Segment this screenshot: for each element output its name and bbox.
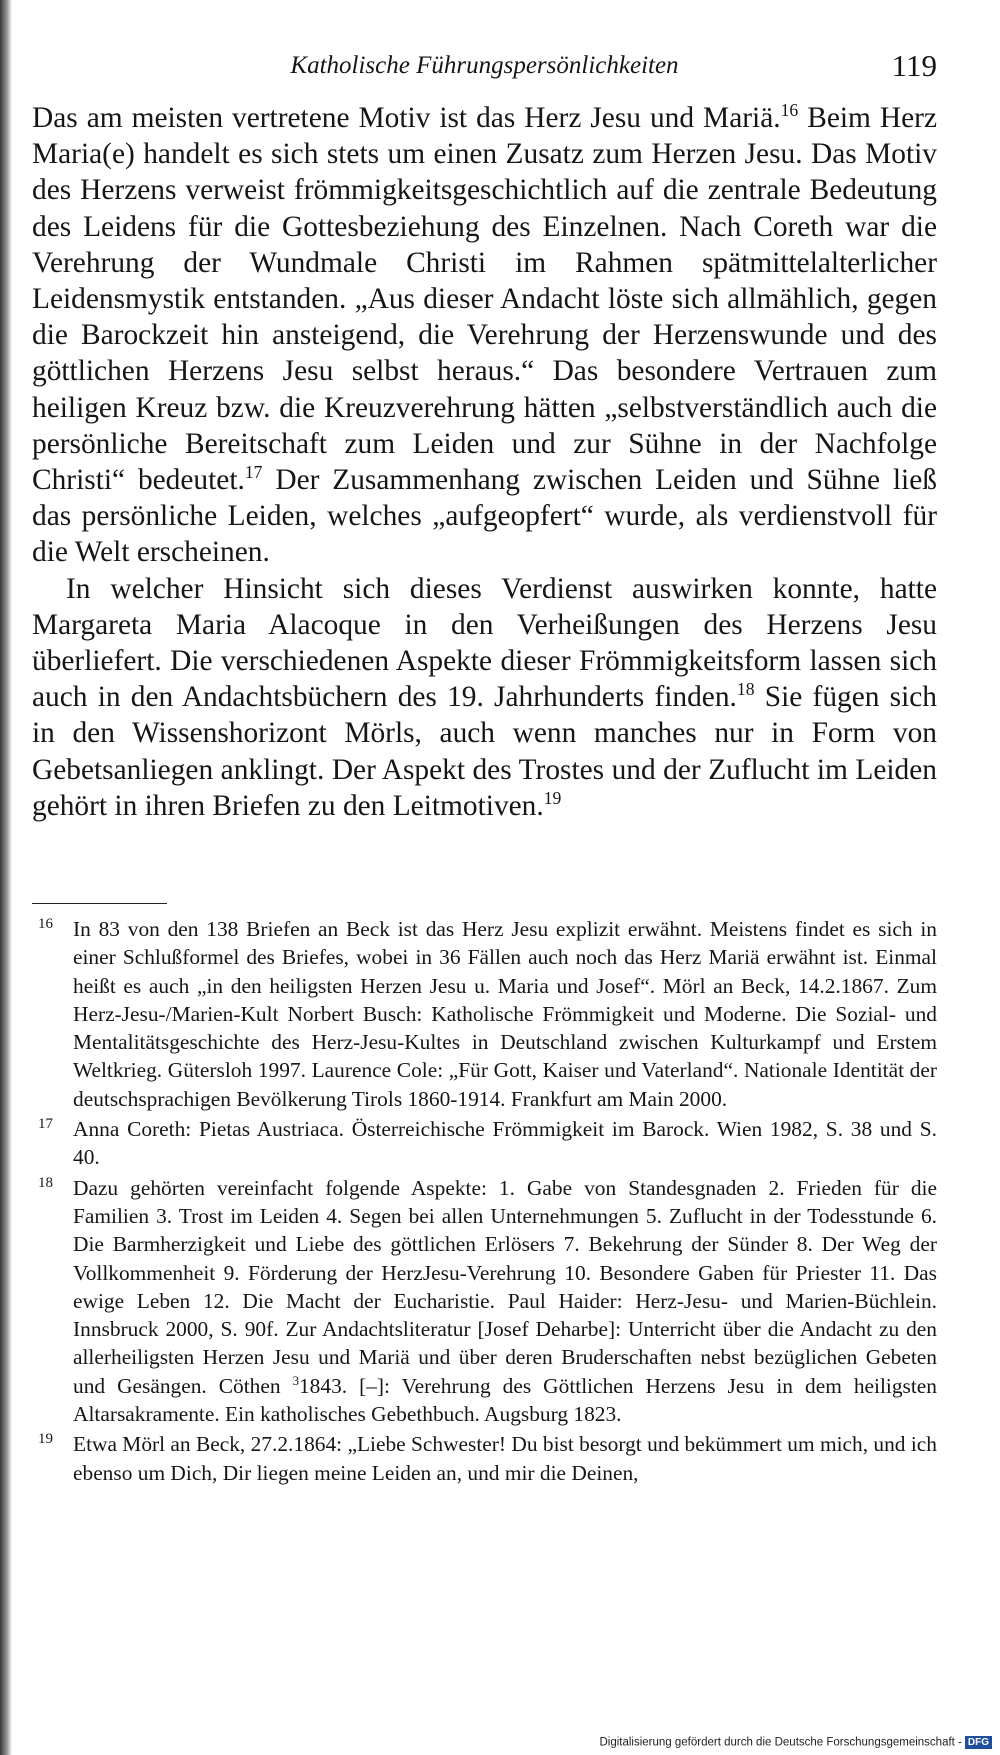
- footnote-text: Anna Coreth: Pietas Austriaca. Österreichische Frömmigkeit im Barock. Wien 1982, S. 38 und S. 40.: [73, 1117, 937, 1170]
- footnote-text: [73, 1174, 937, 1429]
- page-number: 119: [891, 48, 937, 83]
- paragraph-1: [32, 100, 937, 571]
- footnote-number: 19: [38, 1431, 53, 1448]
- main-text: [32, 100, 937, 824]
- footnote-16: [32, 915, 937, 1113]
- paragraph-2: [32, 571, 937, 824]
- footnote-19: [32, 1430, 937, 1487]
- footnote-number: 16: [38, 916, 53, 932]
- footnote-ref-19: 19: [543, 788, 562, 809]
- footnote-text: In 83 von den 138 Briefen an Beck ist das Herz Jesu explizit erwähnt. Meistens findet es sich in einer Schlußformel des Briefes, wobei in 36 Fällen auch noch das Herz Mariä erwähnt ist. Einmal heißt es auch „in den heiligsten Herzen Jesu u. Maria und Josef“. Mörl an Beck, 14.2.1867. Zum Herz-Jesu-/Marien-Kult Norbert Busch: Katholische Frömmigkeit und Moderne. Die Sozial- und Mentalitätsgeschichte des Herz-Jesu-Kultes in Deutschland zwischen Kulturkampf und Erstem Weltkrieg. Gütersloh 1997. Laurence Cole: „Für Gott, Kaiser und Vaterland“. Nationale Identität der deutschsprachigen Bevölkerung Tirols 1860-1914. Frankfurt am Main 2000.: [73, 917, 937, 1111]
- footnote-text: Etwa Mörl an Beck, 27.2.1864: „Liebe Schwester! Du bist besorgt und bekümmert um mich, und ich ebenso um Dich, Dir liegen meine Leiden an, und mir die Deinen,: [73, 1432, 937, 1485]
- running-title: Katholische Führungspersönlichkeiten: [290, 52, 679, 79]
- digitization-credit: [599, 1736, 992, 1749]
- footnote-ref-17: 17: [244, 462, 263, 483]
- edition-superscript: 3: [292, 1373, 299, 1388]
- footnote-separator: [32, 903, 167, 904]
- footnote-ref-16: 16: [780, 100, 799, 121]
- credit-text: Digitalisierung gefördert durch die Deutsche Forschungsgemeinschaft -: [599, 1736, 962, 1749]
- footnote-18: [32, 1174, 937, 1429]
- footnotes: [32, 915, 937, 1489]
- footnote-number: 17: [38, 1116, 53, 1133]
- footnote-text-b: 1843. [–]: Verehrung des Göttlichen Herzens Jesu in dem heiligsten Altarsakramente. Ein katholisches Gebethbuch. Augsburg 1823.: [73, 1373, 937, 1427]
- footnote-17: [32, 1115, 937, 1172]
- footnote-text-a: Dazu gehörten vereinfacht folgende Aspekte: 1. Gabe von Standesgnaden 2. Frieden für die Familien 3. Trost im Leiden 4. Segen bei allen Unternehmungen 5. Zuflucht in der Todesstunde 6. Die Barmherzigkeit und Liebe des göttlichen Erlösers 7. Bekehrung der Sünder 8. Der Weg der Vollkommenheit 9. Förderung der HerzJesu-Verehrung 10. Besondere Gaben für Priester 11. Das ewige Leben 12. Die Macht der Eucharistie. Paul Haider: Herz-Jesu- und Marien-Büchlein. Innsbruck 2000, S. 90f. Zur Andachtsliteratur [Josef Deharbe]: Unterricht über die Andacht zu den allerheiligsten Herzen Jesu und Mariä und über deren Bruderschaften nebst bezüglichen Gebeten und Gesängen. Cöthen: [73, 1175, 937, 1398]
- paragraph-2-text-a: In welcher Hinsicht sich dieses Verdienst auswirken konnte, hatte Margareta Maria Alacoque in den Verheißungen des Herzens Jesu überliefert. Die verschiedenen Aspekte dieser Frömmigkeitsform lassen sich auch in den Andachtsbüchern des 19. Jahrhunderts finden.: [32, 572, 937, 714]
- footnote-ref-18: 18: [736, 679, 755, 700]
- paragraph-1-text-a: Das am meisten vertretene Motiv ist das Herz Jesu und Mariä.: [32, 102, 781, 134]
- paragraph-2-text-b: Sie fügen sich in den Wissenshorizont Mörls, auch wenn manches nur in Form von Gebetsanliegen anklingt. Der Aspekt des Trostes und der Zuflucht im Leiden gehört in ihren Briefen zu den Leitmotiven.: [32, 681, 938, 822]
- page-header: [32, 48, 937, 88]
- scan-edge-shadow: [0, 0, 12, 1755]
- paragraph-1-text-c: Der Zusammenhang zwischen Leiden und Sühne ließ das persönliche Leiden, welches „aufgeopfert“ wurde, als verdienstvoll für die Welt erscheinen.: [32, 464, 937, 569]
- dfg-logo: DFG: [965, 1736, 992, 1749]
- footnote-number: 18: [38, 1174, 53, 1191]
- paragraph-1-text-b: Beim Herz Maria(e) handelt es sich stets um einen Zusatz zum Herzen Jesu. Das Motiv des Herzens verweist frömmigkeitsgeschichtlich auf die zentrale Bedeutung des Leidens für die Gottesbeziehung des Einzelnen. Nach Coreth war die Verehrung der Wundmale Christi im Rahmen spätmittelalterlicher Leidensmystik entstanden. „Aus dieser Andacht löste sich allmählich, gegen die Barockzeit hin ansteigend, die Verehrung der Herzenswunde und des göttlichen Herzens Jesu selbst heraus.“ Das besondere Vertrauen zum heiligen Kreuz bzw. die Kreuzverehrung hätten „selbstverständlich auch die persönliche Bereitschaft zum Leiden und zur Sühne in der Nachfolge Christi“ bedeutet.: [32, 102, 937, 497]
